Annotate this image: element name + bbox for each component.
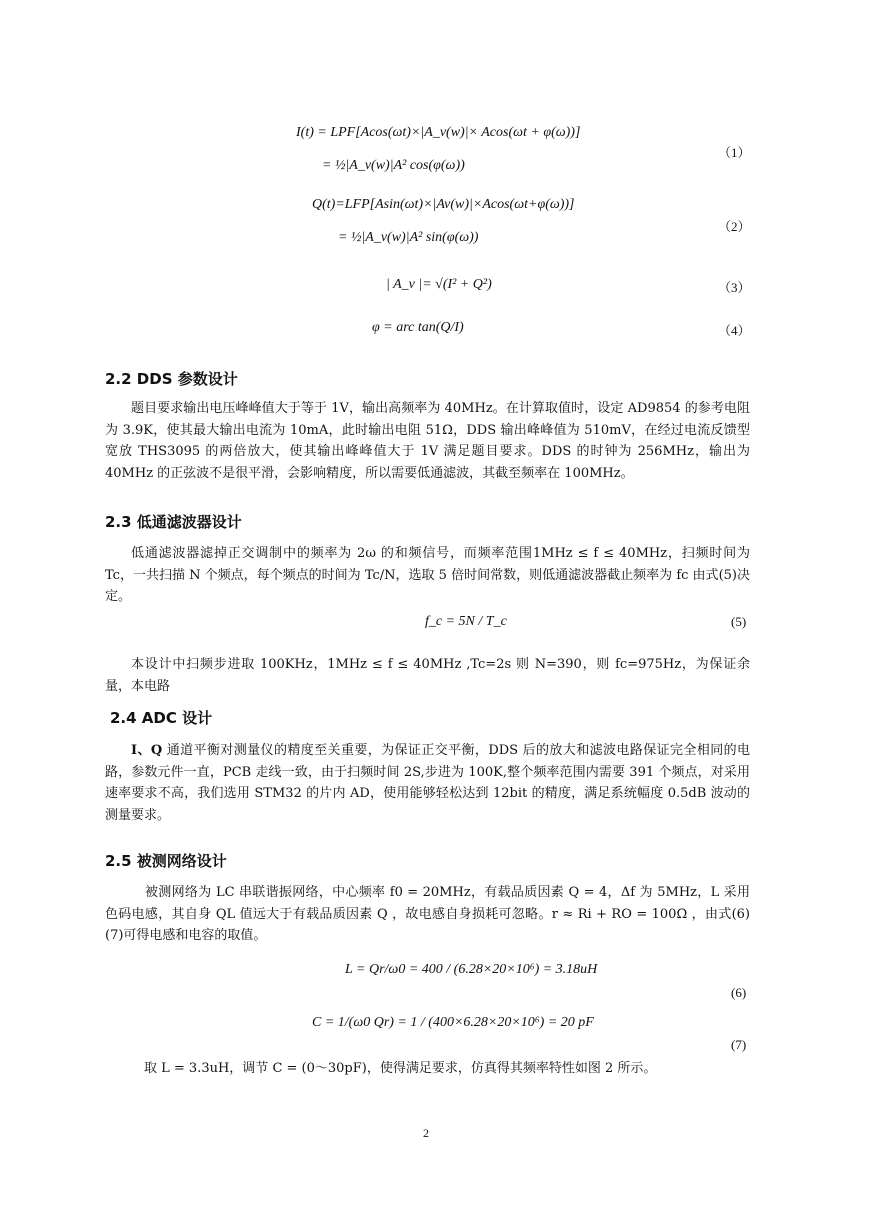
- section-2-5-title: 2.5 被测网络设计: [105, 852, 227, 870]
- equation-1-line-2: = ½|A_v(w)|A² cos(φ(ω)): [322, 158, 465, 173]
- equation-6-number: (6): [731, 985, 747, 1000]
- equation-6: L = Qr/ω0 = 400 / (6.28×20×10⁶) = 3.18uH: [345, 962, 598, 977]
- equation-4-number: （4）: [718, 323, 751, 338]
- equation-2-line-1: Q(t)=LFP[Asin(ωt)×|Av(w)|×Acos(ωt+φ(ω))]: [312, 197, 575, 212]
- section-2-3-title: 2.3 低通滤波器设计: [105, 513, 242, 531]
- section-2-2-title: 2.2 DDS 参数设计: [105, 370, 238, 388]
- equation-4: φ = arc tan(Q/I): [372, 320, 464, 335]
- section-2-3-body: 低通滤波器滤掉正交调制中的频率为 2ω 的和频信号，而频率范围1MHz ≤ f ≤ 40MHz，扫频时间为 Tc，一共扫描 N 个频点，每个频点的时间为 Tc/N，选取 5 倍时间常数，则低通滤波器截止频率为 fc 由式(5)决定。: [105, 546, 750, 604]
- equation-5: f_c = 5N / T_c: [425, 614, 507, 629]
- page-number: 2: [423, 1126, 429, 1140]
- equation-7: C = 1/(ω0 Qr) = 1 / (400×6.28×20×10⁶) = 20 pF: [312, 1015, 594, 1030]
- section-2-3-after: 本设计中扫频步进取 100KHz，1MHz ≤ f ≤ 40MHz ,Tc=2s 则 N=390，则 fc=975Hz，为保证余量，本电路: [105, 657, 750, 694]
- section-2-4-title: 2.4 ADC 设计: [110, 709, 213, 727]
- equation-2-line-2: = ½|A_v(w)|A² sin(φ(ω)): [338, 230, 479, 245]
- equation-2-number: （2）: [718, 219, 751, 234]
- equation-3: | A_v |= √(I² + Q²): [386, 277, 492, 292]
- section-2-4-text: 通道平衡对测量仪的精度至关重要，为保证正交平衡，DDS 后的放大和滤波电路保证完全相同的电路，参数元件一直，PCB 走线一致，由于扫频时间 2S,步进为 100K,整个频率范围内需要 391 个频点，对采用速率要求不高，我们选用 STM32 的片内 AD，使用能够轻松达到 12bit 的精度，满足系统幅度 0.5dB 波动的测量要求。: [105, 743, 750, 823]
- section-2-5-after: 取 L = 3.3uH，调节 C = (0～30pF)，使得满足要求，仿真得其频率特性如图 2 所示。: [144, 1061, 657, 1076]
- equation-5-number: (5): [731, 614, 747, 629]
- equation-7-number: (7): [731, 1037, 747, 1052]
- section-2-4-body: [105, 740, 750, 826]
- section-2-5-body: 被测网络为 LC 串联谐振网络，中心频率 f0 = 20MHz，有载品质因素 Q = 4，Δf 为 5MHz，L 采用色码电感，其自身 QL 值远大于有载品质因素 Q ，故电感自身损耗可忽略。r ≈ Ri + RO = 100Ω ，由式(6)(7)可得电感和电容的取值。: [105, 885, 750, 943]
- section-2-2-body: 题目要求输出电压峰峰值大于等于 1V，输出高频率为 40MHz。在计算取值时，设定 AD9854 的参考电阻为 3.9K，使其最大输出电流为 10mA，此时输出电阻 51Ω，DDS 输出峰峰值为 510mV，在经过电流反馈型宽放 THS3095 的两倍放大，使其输出峰峰值大于 1V 满足题目要求。DDS 的时钟为 256MHz，输出为 40MHz 的正弦波不是很平滑，会影响精度，所以需要低通滤波，其截至频率在 100MHz。: [105, 401, 750, 481]
- equation-1-number: （1）: [718, 145, 751, 160]
- equation-3-number: （3）: [718, 280, 751, 295]
- section-2-4-lead: I、Q: [131, 743, 163, 758]
- equation-1-line-1: I(t) = LPF[Acos(ωt)×|A_v(w)|× Acos(ωt + φ(ω))]: [296, 125, 581, 140]
